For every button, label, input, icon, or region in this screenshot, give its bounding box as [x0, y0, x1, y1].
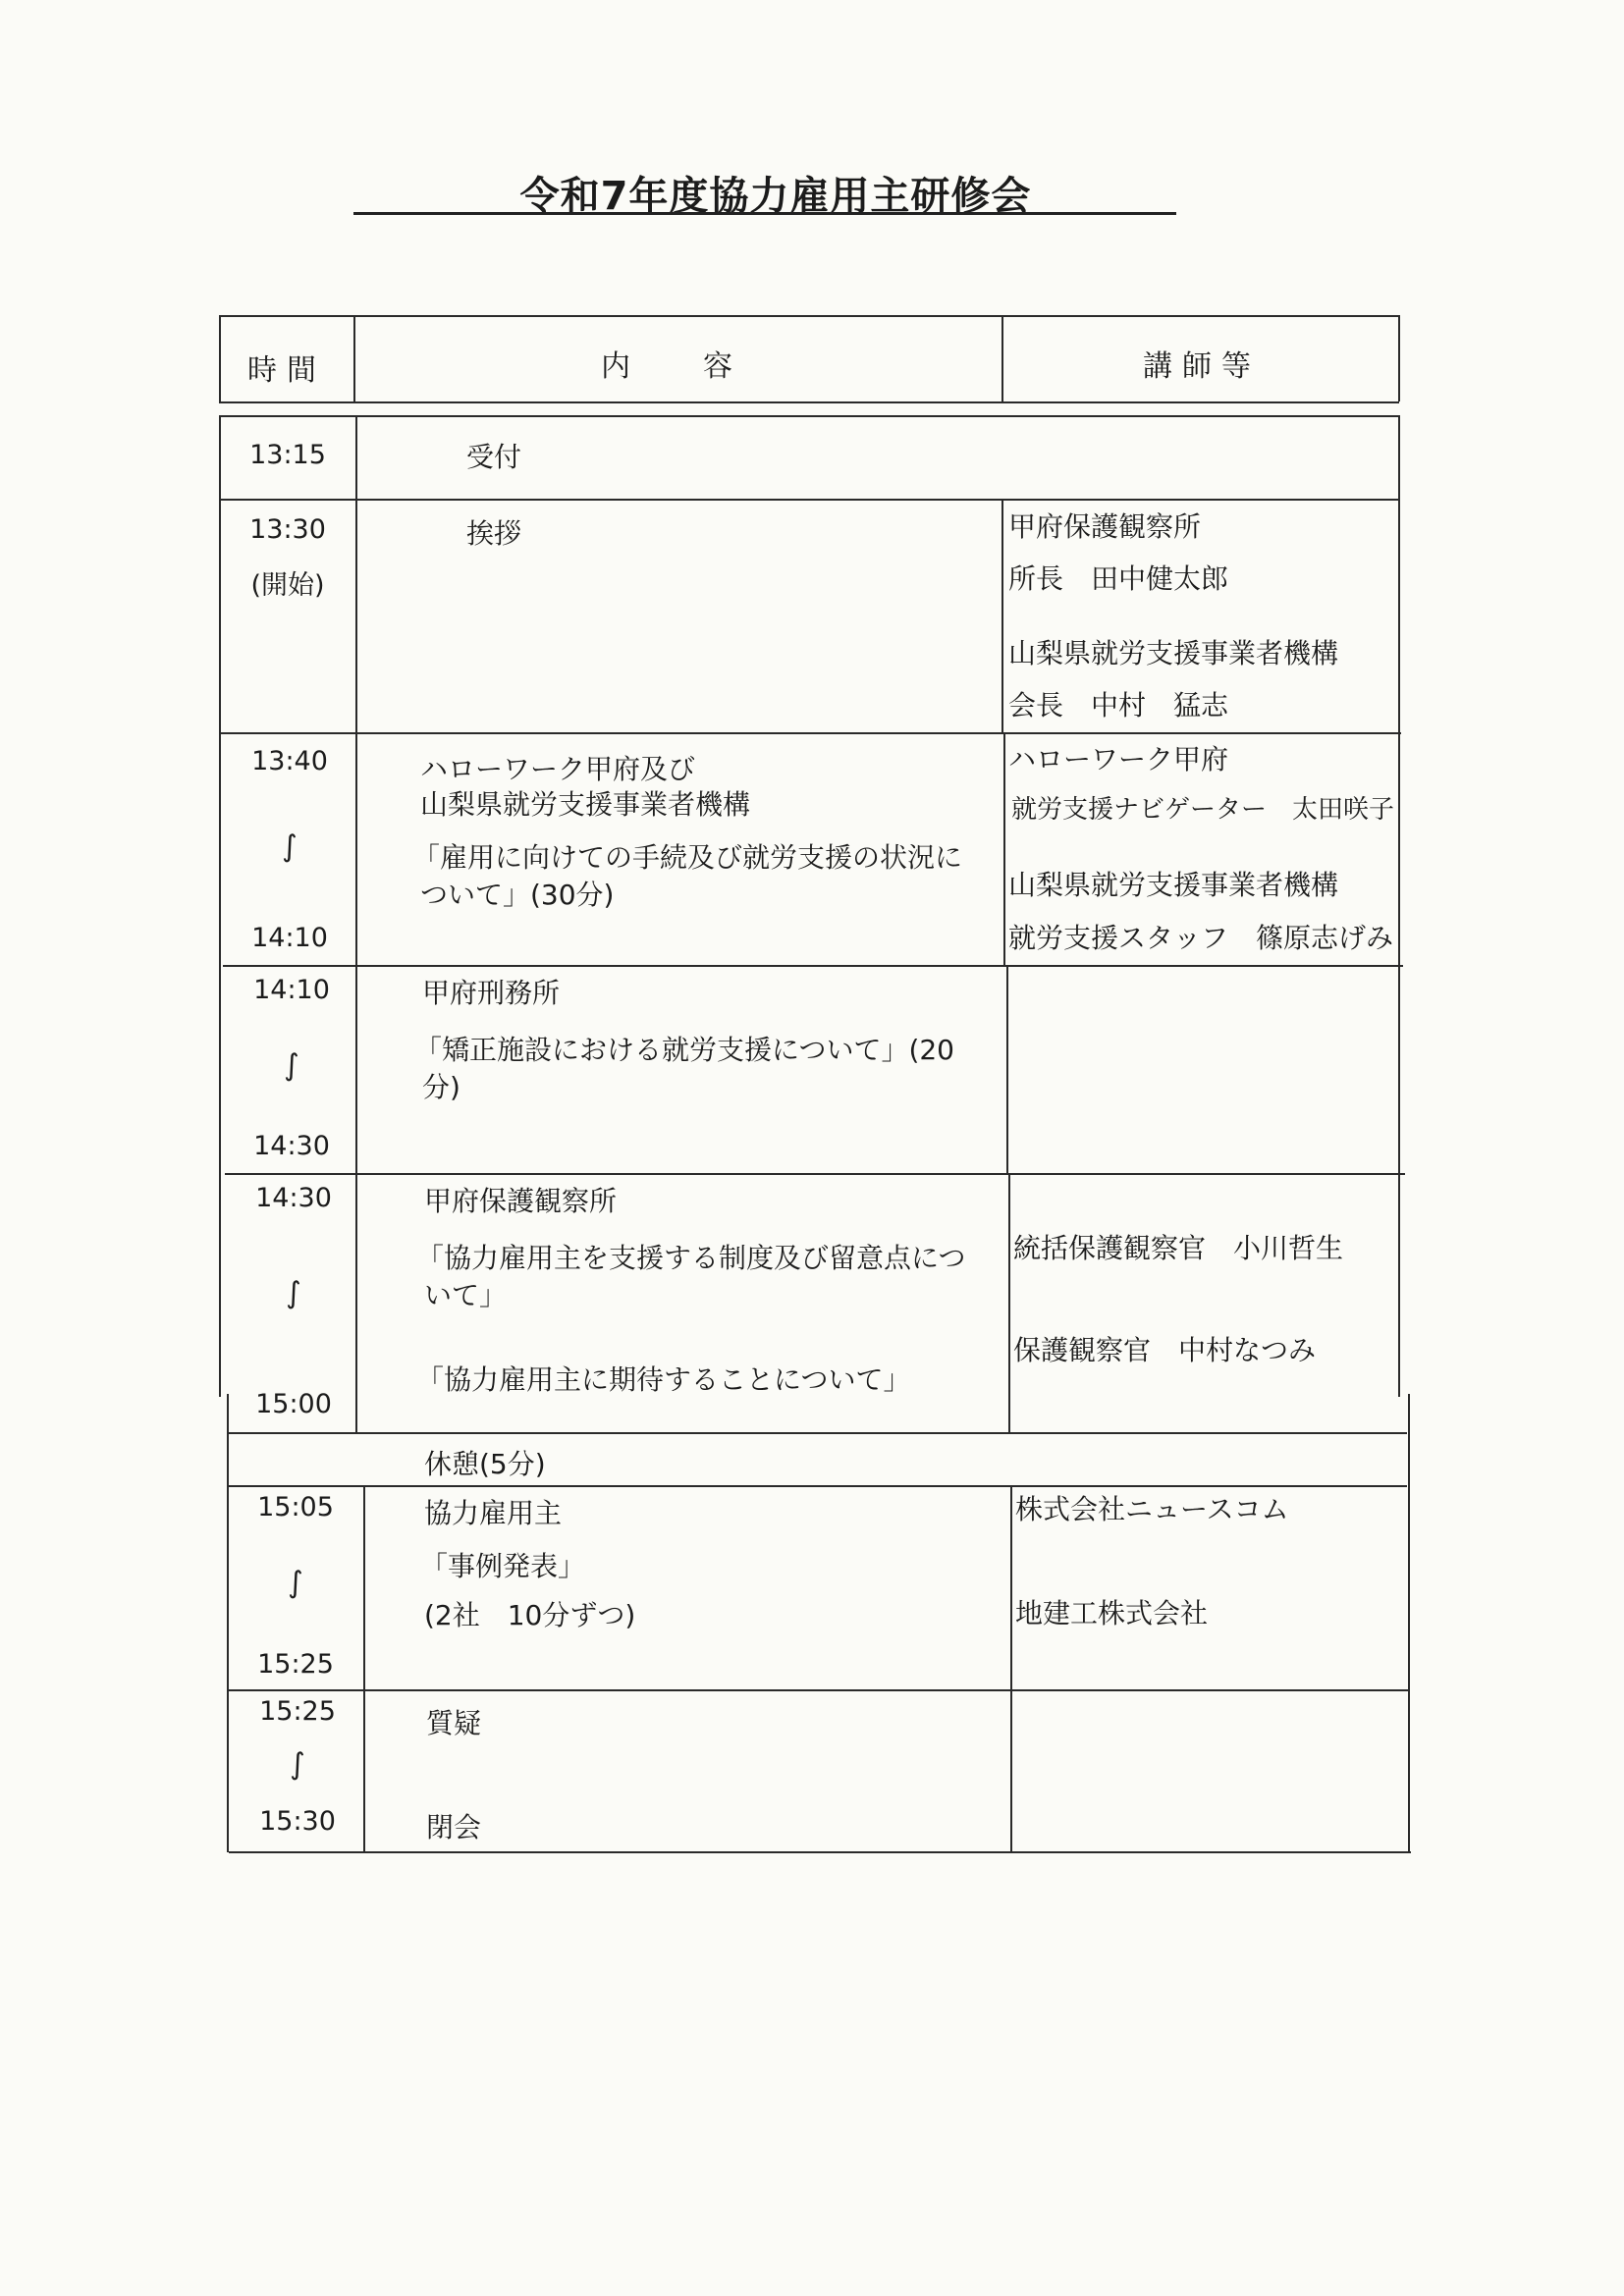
row-time-start: 15:25: [259, 1696, 336, 1727]
document-title: 令和7年度協力雇用主研修会: [519, 174, 1032, 219]
row-line: [225, 1173, 1405, 1175]
speaker-column-divider: [1001, 499, 1003, 732]
row-content: 「雇用に向けての手続及び就労支援の状況に: [412, 841, 963, 874]
header-content: 内 容: [601, 349, 754, 384]
header-bottom-line: [219, 401, 1399, 403]
speaker-column-divider: [1003, 732, 1005, 965]
row-time-start: 14:30: [255, 1183, 332, 1213]
speaker-column-divider: [1010, 1485, 1012, 1851]
row-content: 「事例発表」: [420, 1550, 586, 1582]
speaker-line: ハローワーク甲府: [1008, 743, 1229, 775]
header-speaker: 講師等: [1143, 349, 1261, 384]
row-content: 甲府保護観察所: [424, 1185, 618, 1217]
speaker-column-divider: [1008, 1173, 1010, 1432]
table-border-left: [219, 315, 221, 401]
row-content: 挨拶: [466, 517, 522, 550]
time-column-divider: [353, 315, 355, 401]
row-line: [223, 965, 1403, 967]
row-time-start: 14:10: [253, 975, 330, 1005]
row-time: 13:15: [249, 440, 326, 470]
row-line: [229, 1689, 1409, 1691]
table-border-right: [1398, 315, 1400, 401]
row-line: [219, 415, 1399, 417]
row-time-end: 15:00: [255, 1389, 332, 1419]
row-content: 甲府刑務所: [422, 977, 561, 1009]
speaker-line: 就労支援スタッフ 篠原志げみ: [1008, 922, 1394, 954]
table-border-right: [1408, 1394, 1410, 1852]
speaker-line: 保護観察官 中村なつみ: [1013, 1334, 1317, 1366]
speaker-line: 会長 中村 猛志: [1008, 689, 1229, 721]
row-time-start: 13:30: [249, 514, 326, 545]
row-time-end: 15:25: [257, 1649, 334, 1680]
row-time-start: 13:40: [251, 746, 328, 776]
row-line: [221, 732, 1401, 734]
speaker-line: 統括保護観察官 小川哲生: [1013, 1232, 1344, 1264]
speaker-line: 山梨県就労支援事業者機構: [1008, 637, 1339, 669]
speaker-line: 地建工株式会社: [1015, 1597, 1209, 1629]
row-time-end: 15:30: [259, 1806, 336, 1837]
range-tilde: ∫: [288, 1566, 303, 1600]
time-column-divider: [363, 1485, 365, 1851]
range-tilde: ∫: [286, 1276, 301, 1310]
speaker-line: 株式会社ニュースコム: [1015, 1493, 1289, 1525]
row-line: [227, 1432, 1407, 1434]
row-line: [219, 499, 1399, 501]
row-content: 「協力雇用主に期待することについて」: [416, 1363, 911, 1396]
row-content: 休憩(5分): [424, 1448, 546, 1480]
table-border-left: [227, 1394, 229, 1852]
row-content: いて」: [424, 1279, 508, 1311]
row-line: [227, 1485, 1407, 1487]
speaker-line: 山梨県就労支援事業者機構: [1008, 869, 1339, 901]
time-column-divider: [355, 415, 357, 1432]
range-tilde: ∫: [282, 829, 298, 864]
speaker-line: 甲府保護観察所: [1008, 510, 1202, 543]
row-content: 協力雇用主: [424, 1497, 563, 1529]
table-border-right: [1398, 415, 1400, 1397]
header-time: 時間: [247, 353, 326, 388]
table-border-left: [219, 415, 221, 1397]
row-content: (2社 10分ずつ): [424, 1599, 636, 1631]
speaker-column-divider: [1006, 965, 1008, 1173]
table-border-top: [219, 315, 1399, 317]
row-content: 質疑: [426, 1707, 482, 1739]
row-content: ついて」(30分): [420, 879, 615, 911]
row-time-end: 14:30: [253, 1131, 330, 1161]
row-content: 山梨県就労支援事業者機構: [420, 788, 751, 821]
speaker-line: 就労支援ナビゲーター 太田咲子: [1011, 795, 1395, 825]
row-time-end: 14:10: [251, 923, 328, 953]
range-tilde: ∫: [290, 1747, 305, 1782]
row-content: ハローワーク甲府及び: [420, 753, 696, 785]
table-border-bottom: [229, 1851, 1411, 1853]
row-time-start: 15:05: [257, 1492, 334, 1522]
row-content: 分): [422, 1071, 460, 1103]
row-time-note: (開始): [250, 570, 325, 601]
speaker-line: 所長 田中健太郎: [1008, 562, 1229, 595]
row-content: 閉会: [426, 1811, 482, 1843]
row-content: 「協力雇用主を支援する制度及び留意点につ: [416, 1242, 966, 1274]
speaker-column-divider: [1001, 315, 1003, 401]
range-tilde: ∫: [284, 1048, 299, 1083]
row-content: 受付: [466, 441, 522, 473]
row-content: 「矯正施設における就労支援について」(20: [414, 1034, 954, 1066]
